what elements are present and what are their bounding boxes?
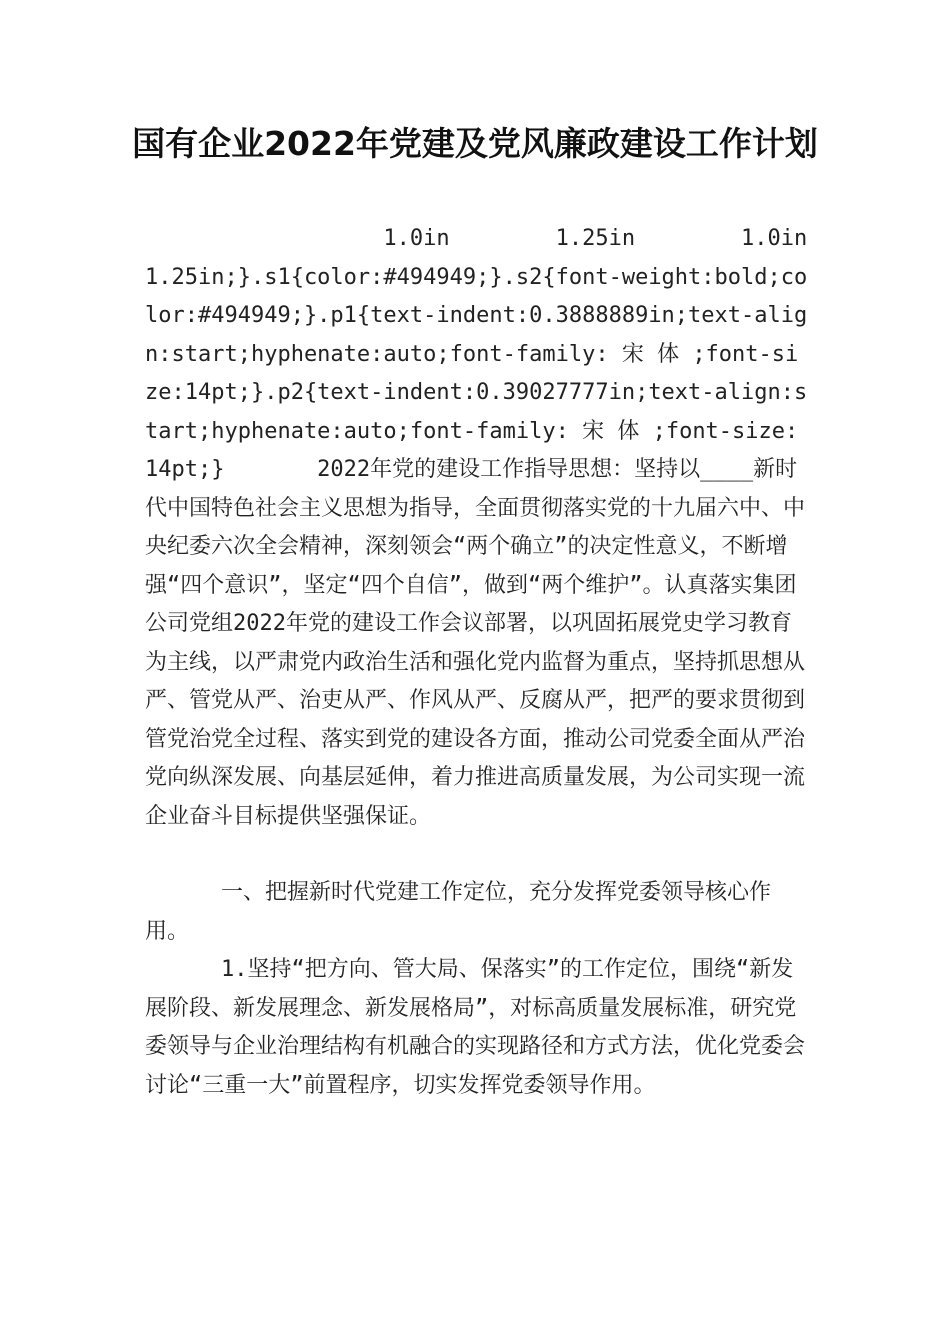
- paragraph-intro: 1.0in 1.25in 1.0in 1.25in;}.s1{color:#494949;}.s2{font-weight:bold;color:#494949;}.p1{text-indent:0.3888889in;text-align:start;hyphenate:auto;font-family: 宋 体 ;font-size:14pt;}.p2{text-indent:0.39027777in;text-align:start;hyphenate:auto;font-family: 宋 体 ;font-size:14pt;} 2022年党的建设工作指导思想：坚持以____新时代中国特色社会主义思想为指导，全面贯彻落实党的十九届六中、中央纪委六次全会精神，深刻领会“两个确立”的决定性意义，不断增强“四个意识”，坚定“四个自信”，做到“两个维护”。认真落实集团公司党组2022年党的建设工作会议部署，以巩固拓展党史学习教育为主线，以严肃党内政治生活和强化党内监督为重点，坚持抓思想从严、管党从严、治吏从严、作风从严、反腐从严，把严的要求贯彻到管党治党全过程、落实到党的建设各方面，推动公司党委全面从严治党向纵深发展、向基层延伸，着力推进高质量发展，为公司实现一流企业奋斗目标提供坚强保证。: [145, 226, 821, 829]
- paragraph-item-1: 1.坚持“把方向、管大局、保落实”的工作定位，围绕“新发展阶段、新发展理念、新发展格局”，对标高质量发展标准，研究党委领导与企业治理结构有机融合的实现路径和方式方法，优化党委会讨论“三重一大”前置程序，切实发挥党委领导作用。: [145, 957, 806, 1098]
- paragraph-spacer: [145, 836, 810, 874]
- document-body: [145, 220, 821, 1105]
- section-heading-1: 一、把握新时代党建工作定位，充分发挥党委领导核心作用。: [145, 880, 772, 944]
- document-title: 国有企业2022年党建及党风廉政建设工作计划: [132, 124, 818, 163]
